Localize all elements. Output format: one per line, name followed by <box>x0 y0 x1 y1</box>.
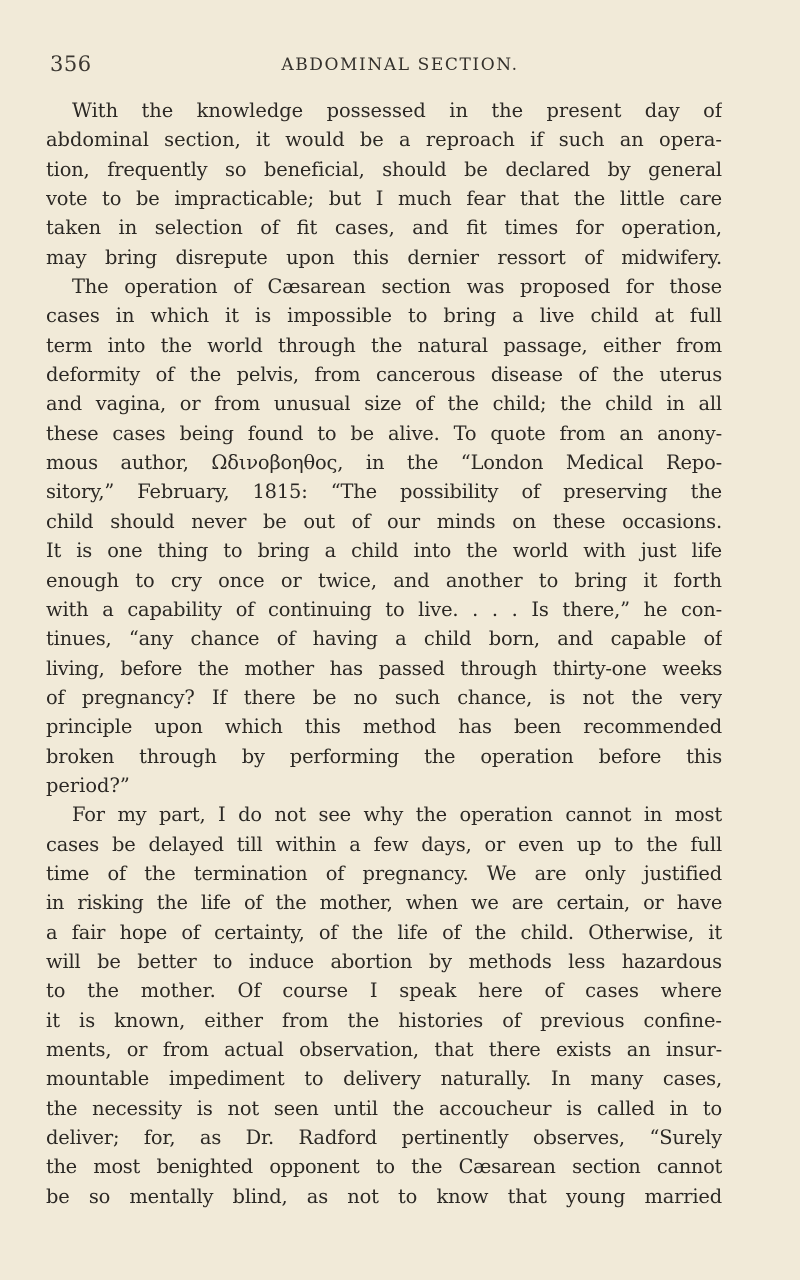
text-line: tinues, “any chance of having a child born, and capable of <box>46 627 722 651</box>
text-line: it is known, either from the histories of previous confine- <box>46 1008 722 1032</box>
body-text <box>46 96 722 1211</box>
text-line: be so mentally blind, as not to know that young married <box>46 1184 722 1208</box>
text-line: these cases being found to be alive. To quote from an anony- <box>46 421 722 445</box>
page-number: 356 <box>50 52 92 76</box>
text-line: enough to cry once or twice, and another to bring it forth <box>46 568 722 592</box>
text-line: cases be delayed till within a few days, or even up to the full <box>46 832 722 856</box>
text-line: broken through by performing the operation before this <box>46 744 722 768</box>
text-line: deformity of the pelvis, from cancerous disease of the uterus <box>46 363 722 387</box>
text-line: vote to be impracticable; but I much fear that the little care <box>46 187 722 211</box>
running-title: ABDOMINAL SECTION. <box>281 55 519 75</box>
text-line: sitory,” February, 1815: “The possibility of preserving the <box>46 480 722 504</box>
text-line: term into the world through the natural passage, either from <box>46 333 722 357</box>
text-line: to the mother. Of course I speak here of cases where <box>46 979 722 1003</box>
text-line: in risking the life of the mother, when we are certain, or have <box>46 891 722 915</box>
text-line: ments, or from actual observation, that there exists an insur- <box>46 1038 722 1061</box>
text-line: principle upon which this method has been recommended <box>46 715 722 739</box>
text-line: and vagina, or from unusual size of the child; the child in all <box>46 392 722 416</box>
text-line: living, before the mother has passed through thirty-one weeks <box>46 656 722 680</box>
text-line: It is one thing to bring a child into the world with just life <box>46 539 722 563</box>
text-line: For my part, I do not see why the operation cannot in most <box>72 803 722 827</box>
text-line: cases in which it is impossible to bring a live child at full <box>46 304 722 328</box>
text-line: deliver; for, as Dr. Radford pertinently observes, “Surely <box>46 1126 722 1150</box>
text-line: may bring disrepute upon this dernier ressort of midwifery. <box>46 245 722 269</box>
text-line: With the knowledge possessed in the present day of <box>72 99 722 122</box>
text-line: period?” <box>46 773 130 797</box>
text-line: taken in selection of fit cases, and fit times for operation, <box>46 216 722 240</box>
text-line: with a capability of continuing to live. . . . Is there,” he con- <box>46 597 722 621</box>
text-line: tion, frequently so beneficial, should be declared by general <box>46 157 722 181</box>
text-line: the necessity is not seen until the accoucheur is called in to <box>46 1096 722 1120</box>
text-line: The operation of Cæsarean section was proposed for those <box>72 275 722 299</box>
text-line: of pregnancy? If there be no such chance, is not the very <box>46 685 722 709</box>
text-line: a fair hope of certainty, of the life of the child. Otherwise, it <box>46 920 722 944</box>
text-line: will be better to induce abortion by methods less hazardous <box>46 949 722 973</box>
text-line: time of the termination of pregnancy. We are only justified <box>46 861 722 885</box>
text-line: mous author, Ωδινοβοηθος, in the “London Medical Repo- <box>46 451 722 475</box>
text-line: the most benighted opponent to the Cæsarean section cannot <box>46 1155 722 1179</box>
text-line: mountable impediment to delivery naturally. In many cases, <box>46 1067 722 1091</box>
text-line: abdominal section, it would be a reproach if such an opera- <box>46 128 722 152</box>
text-line: child should never be out of our minds on these occasions. <box>46 509 722 533</box>
